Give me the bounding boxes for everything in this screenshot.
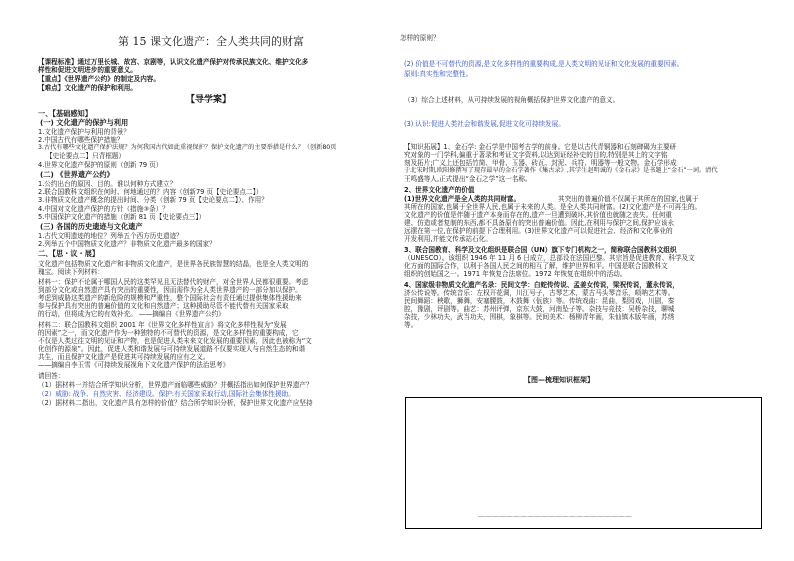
material-1-line-2: 到部分文化或自然遗产具有突出的重要性，因而需作为全人类世界遗产的一部分加以保护。 — [38, 286, 302, 294]
subsection-3: (三) 各国的历史遗迹与文化遗产 — [40, 222, 143, 231]
question-2-2: 2.联合国教科文组织在何时、何地通过的？内容（创新79 页【史论要点二】） — [38, 188, 263, 196]
unesco-line-4: 组织的创始国之一。1971 年恢复合法席位。1972 年恢复在组织中的活动。 — [404, 270, 627, 278]
material-2-line-3: 不仅是人类过往文明的见证和产物，也是促进人类未来文化发展的重要因素，因此也被称为“文 — [38, 337, 312, 345]
value-point-1: 其突出的普遍价值不仅属于其所在的国家,也属于 — [558, 195, 699, 203]
please-answer: 请回答： — [38, 372, 65, 380]
heritage-list-line-1: 4、国家级非物质文化遗产名录：民间文学：白蛇传传说、孟姜女传说，梁祝传说，董永传说， — [404, 281, 679, 289]
intro-line-1: 文化遗产包括物质文化遗产和非物质文化遗产，是世界各民族智慧的结晶，也是全人类文明的 — [38, 260, 309, 268]
question-2-1: 1.公约出台的原因、目的。谁以何种方式建立？ — [38, 180, 177, 188]
mindmap-box — [405, 397, 762, 529]
intro-line-2: 瑰宝。阅读下列材料： — [38, 268, 104, 276]
unesco-line-2: （UNESCO）。该组织 1946 年 11 月 6 日成立，总部设在法国巴黎。其宗旨是促进教育、科学及文 — [404, 254, 695, 262]
material-1-line-1: 材料一：保护不论属于哪国人民的这类罕见且无法替代的财产，对全世界人民都很重要。考虑 — [38, 278, 309, 286]
value-heading: 2、世界文化遗产的价值 — [404, 186, 475, 194]
material-2-line-2: 的因素”之一，而文化遗产作为一种独特的不可替代的资源，是文化多样性的重要构成，它 — [38, 329, 299, 337]
material-1-source: 的行动，但将成为它的有效补充。 ——摘编自《世界遗产公约》 — [38, 310, 225, 318]
answer-2-line-1: (2) 价值是不可替代的资源,是文化多样性的重要构成,是人类文明的见证和文化发展的重要因素。 — [404, 60, 684, 68]
question-2-3: 3.非物质文化遗产概念的提出时间、分类（创新 79 页【史论要点二】）、作用？ — [38, 196, 268, 204]
question-3-1: 1.古代文明遗迹的地位？列举五个西方历史遗迹？ — [38, 232, 183, 240]
mindmap-heading: 【图—梳理知识框架】 — [524, 376, 594, 384]
answer-3: (3) 认识:促进人类社会和谐发展,促进文化可持续发展。 — [404, 120, 565, 128]
material-2-line-5: 共生，而且保护文化遗产是促进其可持续发展的应有之义。 — [38, 353, 210, 361]
question-answer-1: （1）据材料一并结合所学知识分析，世界遗产面临哪些威胁？并概括指出如何保护世界遗产？ — [38, 381, 313, 389]
extension-line-5: 王鸣盛等人,正式提出“金石之学”这一名称。 — [404, 175, 532, 183]
question-2-5: 5.中国保护文化遗产的措施（创新 81 页【史论要点三】） — [38, 213, 206, 221]
question-2-4: 4.中国对文化遗产保护的方针（措施③条）？ — [38, 205, 169, 213]
unesco-line-1: 3、联合国教育、科学及文化组织是联合国（UN）旗下专门机构之一，简称联合国教科文组织 — [404, 246, 677, 254]
guide-title: 【导学案】 — [186, 95, 232, 105]
question-1-4: 4.世界文化遗产保护的原则（创新 79 页） — [38, 161, 163, 169]
value-point-2: 其所在的国家,也属于全世界人民,也属于未来的人类。是全人类共同财富。(2)文化遗产是不可再生的。 — [404, 203, 702, 211]
material-2-source: ——摘编自李玉雪《可持续发展视角下文化遗产保护的法治思考》 — [38, 361, 230, 369]
value-point-6: 开发利用,并能文传承站石化。 — [404, 235, 492, 243]
value-point-3: 文化遗产的价值是伴随于遗产本身而存在的,遗产一旦遭到破坏,其价值也就随之丧失。任何重 — [404, 211, 672, 219]
material-1-line-3: 考虑到威胁这类遗产的新危险的规模和严重性，整个国际社会有责任通过提供集体性援助来 — [38, 294, 302, 302]
page-title: 第 15 课文化遗产：全人类共同的财富 — [118, 35, 304, 48]
question-3: （3）综合上述材料，从可持续发展的视角概括保护世界文化遗产的意义。 — [404, 96, 620, 104]
question-1-2: 2.中国古代有哪些保护措施？ — [38, 136, 124, 144]
material-2-line-1: 材料二：联合国教科文组织 2001 年《世界文化多样性宣言》将文化多样性视为“发展 — [38, 321, 287, 329]
heritage-list-line-5: 杂技，少林功夫，武当功夫，围棋，象棋等。民间美术：杨柳青年画，朱仙镇木版年画，苏绣 — [404, 313, 675, 321]
unesco-line-3: 化方面的国际合作，以利于各国人民之间的相互了解，维护世界和平。中国是联合国教科文 — [404, 262, 668, 270]
value-point-4: 建、仿造或者复制的东西,都不具备原有的突出普遍价值。因此,在利用与保护之间,保护应该永 — [404, 219, 675, 227]
question-1-3b: 【史论要点二】只背框题） — [46, 152, 126, 160]
subsection-1: (一) 文化遗产的保护与利用 — [40, 118, 129, 127]
section-discuss: 二、【思・议・展】 — [38, 249, 100, 258]
box-bottom-line: —————————————————————— — [478, 512, 632, 520]
heritage-list-line-3: 民间舞蹈：秧歌，狮舞，安塞腰鼓，木鼓舞（佤族）等。传统戏曲：昆曲，梨园戏，川剧，秦 — [404, 297, 675, 305]
material-2-line-4: 化创作的源泉”。因此，促进人类和谐发展与可持续发展道路不仅要实现人与自然生态的和谐 — [38, 345, 306, 353]
section-basic: 一、【基础感知】 — [38, 109, 92, 118]
subsection-2: (二) 《世界遗产公约》 — [40, 170, 114, 179]
heritage-list-line-4: 腔，豫剧，评剧等。曲艺：苏州评弹，京东大鼓，河南坠子等。杂技与竞技：吴桥杂技，聊城 — [404, 305, 675, 313]
key-point: 【重点】《世界遗产公约》的制定及内容。 — [38, 75, 160, 83]
question-3-2: 2.列举五个中国物质文化遗产？非物质文化遗产最多的国家？ — [38, 240, 216, 248]
extension-line-4: 于北宋时期,欧阳修撰写了现存最早的金石学著作《集古录》,其学生赵明诚的《金石录》是书题上“金石”一词。清代 — [404, 167, 718, 174]
question-continuation: 怎样的原则？ — [400, 34, 440, 42]
material-1-line-4: 参与保护具有突出的普遍价值的文化和自然遗产；这种援助尽管不能代替有关国家采取 — [38, 302, 289, 310]
difficulty: 【难点】文化遗产的保护和利用。 — [38, 84, 137, 92]
heritage-list-line-6: 等。 — [404, 321, 418, 329]
extension-line-3: 刻及拓片;广义上还包括竹简、甲骨、玉器、砖瓦、封泥、兵符、明器等一般文物。金石学形成 — [404, 159, 677, 167]
answer-2-line-2: 原则:真实性和完整性。 — [404, 70, 473, 78]
curriculum-line-1: 【课程标准】通过万里长城、故宫、京剧等，认识文化遗产保护对传承民族文化、维护文化多 — [38, 58, 309, 66]
value-point-5: 远摆在第一位,在保护的前提下合理利用。(3)世界文化遗产可以促进社会、经济和文化事业的 — [404, 227, 673, 235]
question-1-3: 3.古代有哪些文化遗产保护法规？为何我国古代如此重视保护？保护文化遗产的主要举措是什么？（创新80页 — [38, 144, 337, 151]
question-answer-2: （2）据材料二指出，文化遗产具有怎样的价值？结合所学知识分析，保护世界文化遗产应坚持 — [38, 399, 313, 407]
extension-line-1: 【知识拓展】1、金石学: 金石学是中国考古学的前身。它是以古代青铜器和石刻碑碣为主要研 — [404, 143, 677, 151]
heritage-list-line-2: 济公传说等。传统音乐：左权开花调，川江号子，古琴艺术，蒙古马头琴音乐，唢呐艺术等。 — [404, 289, 675, 297]
value-point-1-head: (1)世界文化遗产是全人类的共同财富。 — [404, 195, 521, 203]
curriculum-line-2: 样性和促进文明进步的重要意义。 — [38, 66, 137, 74]
extension-line-2: 究对象的一门学科,偏重于著录和考证文字资料,以达到证经补史的目的,特别是其上的文字铭 — [404, 151, 668, 159]
question-1-1: 1.文化遗产保护与利用的背景？ — [38, 128, 131, 136]
answer-1: （2）威胁: 战争、自然灾害、经济建设。保护:有关国家采取行动,国际社会集体性援助。 — [38, 390, 295, 398]
